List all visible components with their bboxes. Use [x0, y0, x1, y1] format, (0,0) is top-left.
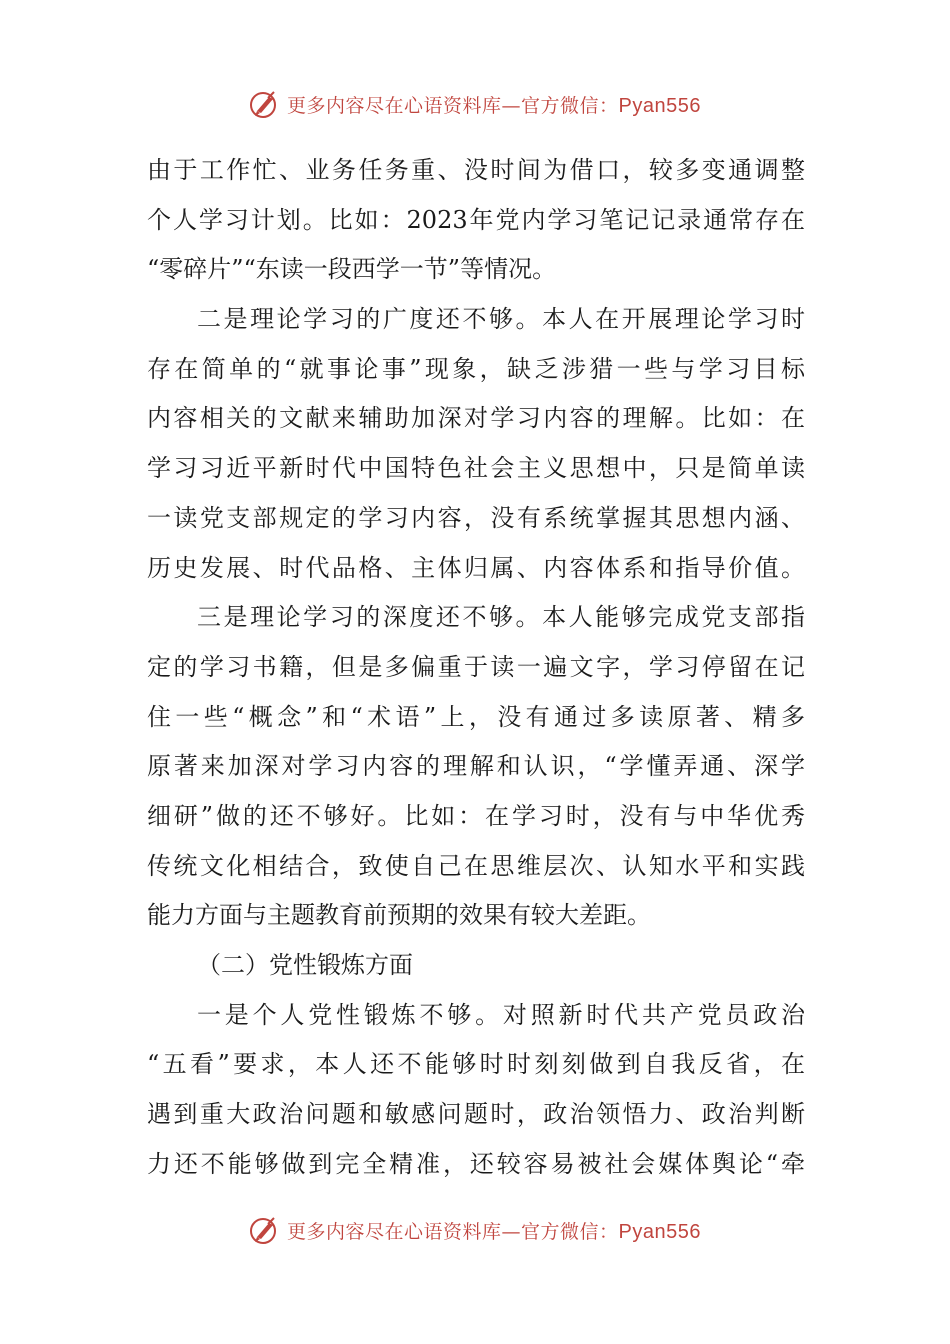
text-line: “五看”要求，本人还不能够时时刻刻做到自我反省，在	[147, 1050, 805, 1079]
text-line: 细研”做的还不够好。比如：在学习时，没有与中华优秀	[147, 801, 805, 830]
text-line: 住一些“概念”和“术语”上，没有通过多读原著、精多	[147, 702, 805, 731]
watermark-text	[287, 1217, 701, 1244]
text-line: 学习习近平新时代中国特色社会主义思想中，只是简单读	[147, 454, 805, 483]
pen-logo-icon	[249, 1215, 279, 1245]
text-line: 内容相关的文献来辅助加深对学习内容的理解。比如：在	[147, 404, 805, 433]
text-line: 能力方面与主题教育前预期的效果有较大差距。	[147, 901, 651, 930]
document-body	[147, 146, 805, 1189]
text-line: 个人学习计划。比如：2023年党内学习笔记记录通常存在	[147, 205, 805, 234]
footer-watermark	[0, 1210, 950, 1250]
watermark-wechat-id: Pyan556	[618, 94, 701, 117]
text-line: 三是理论学习的深度还不够。本人能够完成党支部指	[197, 603, 805, 632]
watermark-text	[287, 91, 701, 118]
text-line: 由于工作忙、业务任务重、没时间为借口，较多变通调整	[147, 156, 805, 184]
text-line: 原著来加深对学习内容的理解和认识，“学懂弄通、深学	[147, 752, 805, 781]
text-line: “零碎片”“东读一段西学一节”等情况。	[147, 255, 557, 284]
watermark-wechat-id: Pyan556	[618, 1220, 701, 1243]
watermark-text-cn: 更多内容尽在心语资料库—官方微信：	[287, 94, 619, 117]
text-line: 历史发展、时代品格、主体归属、内容体系和指导价值。	[147, 553, 805, 582]
text-line: 定的学习书籍，但是多偏重于读一遍文字，学习停留在记	[147, 652, 805, 681]
section-heading: （二）党性锻炼方面	[197, 951, 413, 979]
text-line: 遇到重大政治问题和敏感问题时，政治领悟力、政治判断	[147, 1100, 805, 1129]
text-line: 一读党支部规定的学习内容，没有系统掌握其思想内涵、	[147, 503, 805, 532]
header-watermark	[0, 84, 950, 124]
text-line: 存在简单的“就事论事”现象，缺乏涉猎一些与学习目标	[147, 354, 805, 383]
text-line: 传统文化相结合，致使自己在思维层次、认知水平和实践	[147, 851, 805, 880]
text-line: 力还不能够做到完全精准，还较容易被社会媒体舆论“牵	[147, 1149, 805, 1178]
text-line: 二是理论学习的广度还不够。本人在开展理论学习时	[197, 305, 805, 334]
watermark-text-cn: 更多内容尽在心语资料库—官方微信：	[287, 1220, 619, 1243]
pen-logo-icon	[249, 89, 279, 119]
text-line: 一是个人党性锻炼不够。对照新时代共产党员政治	[197, 1000, 805, 1029]
